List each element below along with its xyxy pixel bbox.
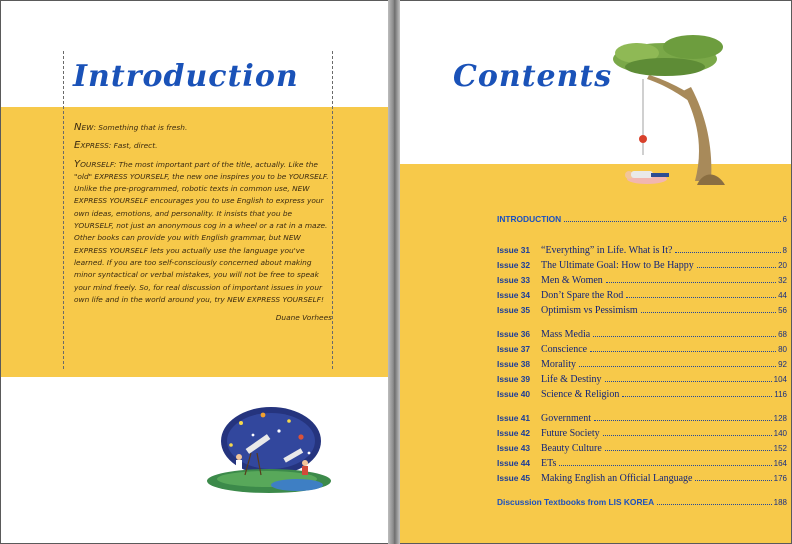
toc-issue-number: Issue 38 (497, 359, 531, 369)
drop-letter: E (74, 140, 81, 152)
toc-leader-dots (605, 450, 772, 451)
toc-spacer (497, 320, 787, 329)
toc-leader-dots (657, 504, 772, 505)
toc-issue-number: Issue 41 (497, 413, 531, 423)
toc-page-number: 80 (778, 345, 787, 354)
left-page (1, 1, 388, 543)
toc-page-number: 56 (778, 306, 787, 315)
toc-page-number: 188 (773, 498, 787, 507)
book-gutter (388, 0, 400, 544)
page-title: Introduction (73, 59, 299, 94)
paragraph-text: OURSELF: The most important part of the title, actually. Like the "old" EXPRESS YOURSELF, the new one inspires you to be YOURSELF. Unlike the pre-programmed, robotic texts in common use, NEW EXPRESS YOURSELF encourages you to use English to express your own ideas, emotions, and personality. It insists that you be YOURSELF, not just an anonymous cog in a wheel or a rat in a maze. Other books can provide you with English grammar, but NEW EXPRESS YOURSELF lets you actually use the language you've learned. If you are too self-consciously concerned about making minor syntactical or verbal mistakes, you will not be free to speak your mind freely. So, for real discussion of important issues in your own life and in the world around you, try NEW EXPRESS YOURSELF! (74, 159, 329, 304)
intro-paragraph (74, 159, 332, 307)
toc-leader-dots (675, 252, 780, 253)
toc-row (497, 329, 787, 344)
toc-page-number: 164 (773, 459, 787, 468)
toc-issue-number: Issue 40 (497, 389, 531, 399)
toc-leader-dots (697, 267, 776, 268)
page-title: Contents (453, 59, 613, 94)
toc-title: Don’t Spare the Rod (541, 290, 624, 301)
toc-row (497, 359, 787, 374)
toc-title: Life & Destiny (541, 374, 602, 385)
right-page (400, 1, 791, 543)
paragraph-text: XPRESS: Fast, direct. (80, 141, 158, 151)
toc-leader-dots (559, 465, 771, 466)
toc-row (497, 458, 787, 473)
toc-title: Making English an Official Language (541, 473, 693, 484)
toc-row (497, 214, 787, 229)
toc-issue-number: Issue 42 (497, 428, 531, 438)
toc-issue-number: Issue 44 (497, 458, 531, 468)
toc-spacer (497, 229, 787, 245)
toc-row (497, 260, 787, 275)
toc-row (497, 413, 787, 428)
toc-page-number: 176 (773, 474, 787, 483)
toc-issue-number: Issue 45 (497, 473, 531, 483)
toc-issue-number: Issue 32 (497, 260, 531, 270)
drop-letter: Y (74, 158, 81, 170)
toc-title: The Ultimate Goal: How to Be Happy (541, 260, 694, 271)
toc-title: Science & Religion (541, 389, 620, 400)
dashed-rule-right (332, 51, 333, 369)
toc-row (497, 389, 787, 404)
toc-title: Optimism vs Pessimism (541, 305, 638, 316)
toc-title: Discussion Textbooks from LIS KOREA (497, 497, 655, 507)
toc-page-number: 116 (774, 390, 787, 399)
toc-spacer (497, 488, 787, 497)
toc-issue-number: Issue 43 (497, 443, 531, 453)
introduction-text (74, 122, 332, 330)
toc-page-number: 6 (782, 215, 787, 224)
drop-letter: N (74, 122, 82, 133)
toc-page-number: 140 (773, 429, 787, 438)
toc-page-number: 152 (773, 444, 787, 453)
toc-title: Government (541, 413, 591, 424)
toc-title: “Everything” in Life. What is It? (541, 245, 673, 256)
toc-title: Future Society (541, 428, 600, 439)
toc-title: ETs (541, 458, 557, 469)
toc-issue-number: Issue 39 (497, 374, 531, 384)
toc-page-number: 20 (778, 261, 787, 270)
toc-leader-dots (593, 336, 776, 337)
toc-leader-dots (641, 312, 776, 313)
toc-page-number: 128 (773, 414, 787, 423)
toc-page-number: 44 (778, 291, 787, 300)
toc-title: Mass Media (541, 329, 591, 340)
toc-row (497, 428, 787, 443)
toc-row (497, 245, 787, 260)
astronomy-illustration (201, 401, 341, 496)
table-of-contents (497, 214, 787, 512)
toc-leader-dots (603, 435, 772, 436)
toc-page-number: 8 (782, 246, 787, 255)
author-signature: Duane Vorhees (275, 313, 332, 323)
dashed-rule-left (63, 51, 64, 369)
toc-issue-number: Issue 35 (497, 305, 531, 315)
tree-illustration (607, 21, 739, 197)
toc-page-number: 104 (773, 375, 787, 384)
paragraph-text: EW: Something that is fresh. (81, 123, 188, 132)
toc-title: INTRODUCTION (497, 214, 562, 224)
toc-leader-dots (626, 297, 776, 298)
toc-leader-dots (695, 480, 771, 481)
toc-title: Men & Women (541, 275, 603, 286)
toc-page-number: 68 (778, 330, 787, 339)
toc-issue-number: Issue 37 (497, 344, 531, 354)
toc-leader-dots (564, 221, 780, 222)
toc-issue-number: Issue 34 (497, 290, 531, 300)
toc-row (497, 290, 787, 305)
toc-row (497, 275, 787, 290)
intro-paragraph (74, 140, 332, 152)
intro-paragraph (74, 122, 332, 134)
toc-title: Morality (541, 359, 576, 370)
toc-leader-dots (606, 282, 776, 283)
toc-leader-dots (579, 366, 776, 367)
toc-row (497, 473, 787, 488)
toc-row (497, 374, 787, 389)
toc-spacer (497, 404, 787, 413)
toc-issue-number: Issue 36 (497, 329, 531, 339)
toc-leader-dots (622, 396, 772, 397)
toc-row (497, 344, 787, 359)
toc-issue-number: Issue 33 (497, 275, 531, 285)
toc-row (497, 497, 787, 512)
toc-row (497, 305, 787, 320)
toc-title: Beauty Culture (541, 443, 602, 454)
toc-leader-dots (594, 420, 772, 421)
toc-title: Conscience (541, 344, 588, 355)
toc-issue-number: Issue 31 (497, 245, 531, 255)
toc-row (497, 443, 787, 458)
toc-page-number: 92 (778, 360, 787, 369)
toc-leader-dots (590, 351, 776, 352)
toc-page-number: 32 (778, 276, 787, 285)
toc-leader-dots (605, 381, 772, 382)
